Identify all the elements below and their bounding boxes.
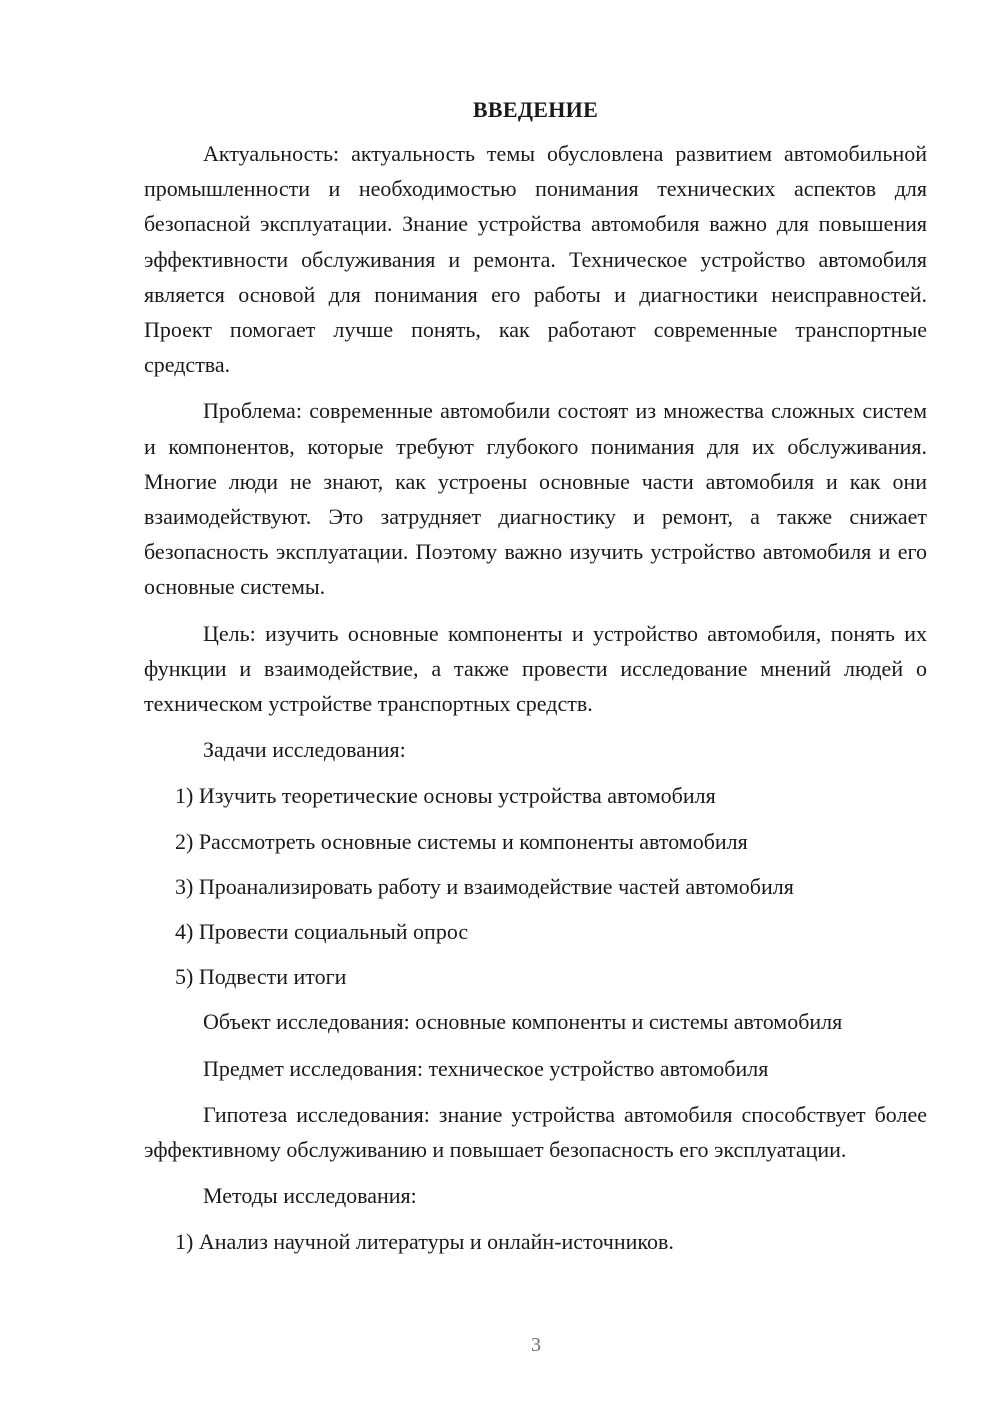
list-item: 1) Изучить теоретические основы устройства автомобиля (175, 783, 716, 809)
paragraph-object: Объект исследования: основные компоненты и системы автомобиля (203, 1009, 843, 1035)
tasks-list (144, 778, 927, 994)
list-item: 1) Анализ научной литературы и онлайн-источников. (175, 1229, 674, 1255)
list-item: 3) Проанализировать работу и взаимодействие частей автомобиля (175, 873, 794, 899)
tasks-heading: Задачи исследования: (203, 737, 406, 763)
paragraph-relevance: Актуальность: актуальность темы обусловлена развитием автомобильной промышленности и необходимостью понимания технических аспектов для безопасной эксплуатации. Знание устройства автомобиля важно для повышения эффективности обслуживания и ремонта. Техническое устройство автомобиля является основой для понимания его работы и диагностики неисправностей. Проект помогает лучше понять, как работают современные транспортные средства. (144, 141, 927, 378)
page-content (144, 92, 927, 1270)
page-title: ВВЕДЕНИЕ (472, 97, 599, 122)
methods-list (144, 1224, 927, 1259)
paragraph-hypothesis: Гипотеза исследования: знание устройства автомобиля способствует более эффективному обслуживанию и повышает безопасность его эксплуатации. (144, 1101, 927, 1163)
methods-heading: Методы исследования: (203, 1183, 417, 1209)
page-number: 3 (531, 1334, 541, 1356)
list-item: 2) Рассмотреть основные системы и компоненты автомобиля (175, 828, 748, 854)
paragraph-subject: Предмет исследования: техническое устройство автомобиля (203, 1055, 769, 1081)
list-item: 4) Провести социальный опрос (175, 919, 469, 945)
paragraph-goal: Цель: изучить основные компоненты и устройство автомобиля, понять их функции и взаимодействие, а также провести исследование мнений людей о техническом устройстве транспортных средств. (144, 620, 927, 717)
list-item: 5) Подвести итоги (175, 964, 347, 990)
paragraph-problem: Проблема: современные автомобили состоят из множества сложных систем и компонентов, которые требуют глубокого понимания для их обслуживания. Многие люди не знают, как устроены основные части автомобиля и как они взаимодействуют. Это затрудняет диагностику и ремонт, а также снижает безопасность эксплуатации. Поэтому важно изучить устройство автомобиля и его основные системы. (144, 398, 927, 600)
